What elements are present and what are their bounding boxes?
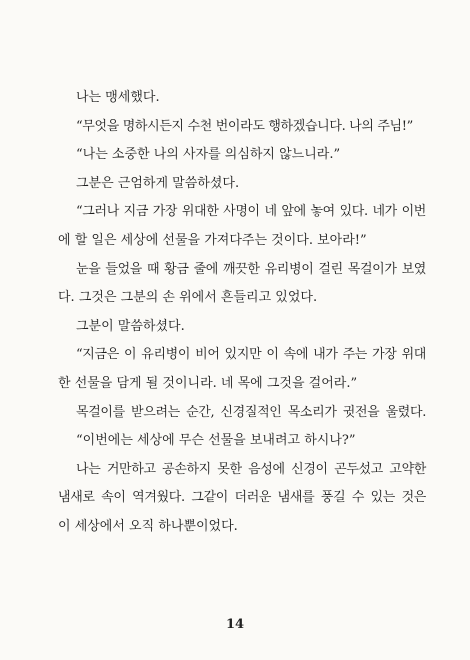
paragraph-line: 냄새로 속이 역겨웠다. 그같이 더러운 냄새를 풍길 수 있는 것은 bbox=[58, 490, 426, 506]
paragraph-line: 한 선물을 담게 될 것이니라. 네 목에 그것을 걸어라.” bbox=[58, 375, 358, 391]
paragraph-line: “이번에는 세상에 무슨 선물을 보내려고 하시나?” bbox=[76, 433, 356, 449]
paragraph-line: “지금은 이 유리병이 비어 있지만 이 속에 내가 주는 가장 위대 bbox=[76, 347, 426, 363]
paragraph-line: 에 할 일은 세상에 선물을 가져다주는 것이다. 보아라!” bbox=[58, 232, 367, 248]
paragraph-line: 눈을 들었을 때 황금 줄에 깨끗한 유리병이 걸린 목걸이가 보였 bbox=[76, 261, 426, 277]
paragraph-line: 나는 거만하고 공손하지 못한 음성에 신경이 곤두섰고 고약한 bbox=[76, 461, 426, 477]
paragraph-line: 다. 그것은 그분의 손 위에서 흔들리고 있었다. bbox=[58, 290, 318, 306]
page-number: 14 bbox=[225, 617, 245, 632]
paragraph-line: “나는 소중한 나의 사자를 의심하지 않느니라.” bbox=[76, 147, 341, 163]
paragraph-line: 그분이 말씀하셨다. bbox=[76, 318, 185, 334]
paragraph-line: 이 세상에서 오직 하나뿐이었다. bbox=[58, 518, 238, 534]
paragraph-line: 목걸이를 받으려는 순간, 신경질적인 목소리가 귓전을 울렸다. bbox=[76, 404, 426, 420]
body-text bbox=[58, 84, 426, 542]
paragraph-line: “무엇을 명하시든지 수천 번이라도 행하겠습니다. 나의 주님!” bbox=[76, 118, 413, 134]
paragraph-line: 그분은 근엄하게 말씀하셨다. bbox=[76, 175, 240, 191]
paragraph-line: 나는 맹세했다. bbox=[76, 90, 160, 105]
paragraph-line: “그러나 지금 가장 위대한 사명이 네 앞에 놓여 있다. 네가 이번 bbox=[76, 204, 426, 220]
